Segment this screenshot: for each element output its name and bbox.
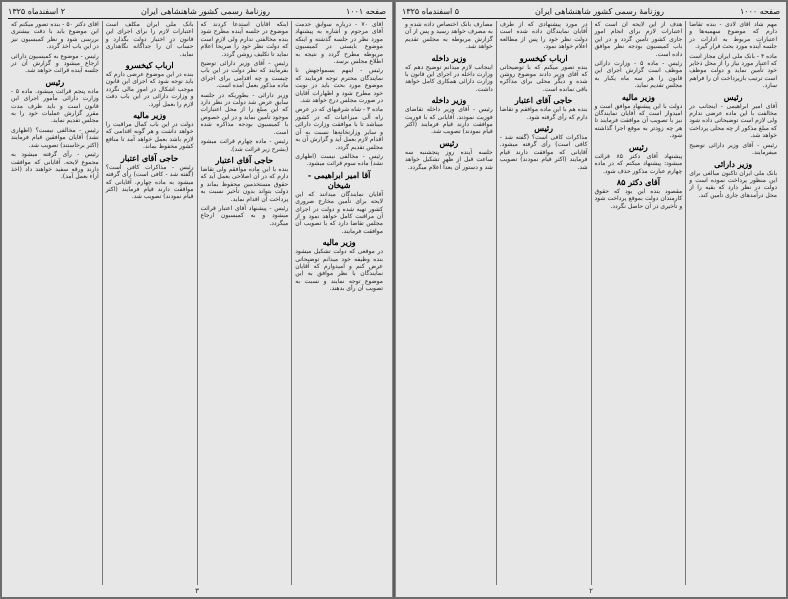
- text-paragraph: جلسه آینده روز پنجشنبه سه ساعت قبل از ظهر تشکیل خواهد شد و دستور آن بعداً اعلام میگردد.: [405, 148, 493, 171]
- right-page-column: [592, 21, 687, 585]
- right-page-title: روزنامهٔ رسمی کشور شاهنشاهی ایران: [535, 7, 665, 16]
- text-paragraph: هدف از این لایحه آن است که اعتبارات لازم برای انجام امور جاری کشور تأمین گردد و در این باب کمیسیون بودجه نظر موافق داده است.: [594, 21, 683, 58]
- right-page: [396, 2, 786, 597]
- text-paragraph: رئیس - مذاکرات کافی است؟ (گفته شد - کافی است) رأی گرفته میشود به ماده چهارم. آقایانی که موافقت دارند قیام فرمایند (اکثر قیام نمودند) تصویب شد.: [105, 163, 194, 201]
- speaker-heading: آقا امیر ابراهیمی - شیخان: [307, 169, 371, 190]
- text-paragraph: بنده هم با این ماده موافقم و تقاضا دارم که رأی گرفته شود.: [499, 106, 588, 121]
- text-paragraph: آقای امیر ابراهیمی - اینجانب در مخالفت با این ماده عرضی ندارم ولی لازم است توضیحاتی داده شود که مبلغ مذکور از چه محلی پرداخت خواهد شد.: [689, 102, 777, 140]
- speaker-heading: ارباب کیخسرو: [519, 52, 568, 63]
- speaker-heading: رئیس: [723, 91, 743, 102]
- text-paragraph: اینجانب لازم میدانم توضیح دهم که وزارت داخله در اجرای این قانون با وزارت دارائی همکاری کامل خواهد داشت.: [405, 63, 493, 93]
- speaker-heading: حاجی آقای اعتبار: [215, 154, 274, 165]
- text-paragraph: مصارف بانک اختصاص داده شده و به مصرف خواهد رسید و پس از آن گزارش مربوطه به مجلس تقدیم خواهد شد.: [405, 21, 493, 51]
- speaker-heading: رئیس: [439, 137, 459, 148]
- text-paragraph: رئیس - آقای وزیر داخله تقاضای فوریت نمودند. آقایانی که با فوریت موافقت دارند قیام فرمایند (اکثر قیام نمودند) تصویب شد.: [405, 106, 493, 136]
- right-page-column: [402, 21, 497, 585]
- left-page-column: [103, 21, 198, 585]
- left-page-title: روزنامهٔ رسمی کشور شاهنشاهی ایران: [141, 7, 271, 16]
- text-paragraph: مهم شاد آقای لادی - بنده تقاضا دارم که موضوع سهمیه‌ها و اعتبارات مربوط به ادارات در جلسه آینده مورد بحث قرار گیرد.: [689, 21, 777, 51]
- right-page-columns: [402, 21, 780, 585]
- text-paragraph: رئیس - موضوع به کمیسیون دارائی ارجاع میشود و گزارش آن در جلسه آینده قرائت خواهد شد.: [11, 52, 99, 75]
- text-paragraph: رئیس - آقای وزیر دارائی توضیح میفرمایند.: [689, 141, 777, 157]
- text-paragraph: آقایان نمایندگان میدانند که این لایحه برای تأمین مخارج ضروری کشور تهیه شده و دولت در اجرای آن مراقبت کامل خواهد نمود و از مجلس تقاضا دارد که با تصویب آن موافقت فرمایند.: [295, 190, 383, 235]
- text-paragraph: در مورد پیشنهادی که از طرف آقایان نمایندگان داده شده است دولت نظر خود را پس از مطالعه اعلام خواهد نمود.: [499, 21, 588, 51]
- text-paragraph: بنده در این موضوع عرضی دارم که باید توجه شود که اجرای این قانون موجب اشکال در امور مالی نگردد و وزارت دارائی در این باب دقت لازم را بعمل آورد.: [105, 71, 194, 108]
- text-paragraph: بنده با این ماده موافقم ولی تقاضا دارم که در آن اصلاحی بعمل آید که حقوق مستخدمین محفوظ بماند و دولت بتواند بدون تأخیر نسبت به پرداخت آن اقدام نماید.: [200, 165, 289, 203]
- text-paragraph: رئیس - مخالفی نیست (اظهاری نشد) ماده سوم قرائت میشود.: [295, 152, 383, 168]
- right-page-folio: ۲: [589, 587, 593, 595]
- speaker-heading: ارباب کیخسرو: [125, 60, 174, 71]
- text-paragraph: رئیس - ماده چهارم قرائت میشود (بشرح زیر قرائت شد).: [200, 138, 289, 153]
- left-page-column: [198, 21, 293, 585]
- speaker-heading: وزیر مالیه: [322, 237, 356, 248]
- speaker-heading: وزیر داخله: [431, 52, 467, 63]
- left-page-header: [8, 6, 386, 19]
- left-page: [2, 2, 392, 597]
- text-paragraph: مقصود بنده این بود که حقوق کارمندان دولت بموقع پرداخت شود و تأخیری در آن حاصل نگردد.: [594, 187, 683, 210]
- text-paragraph: بانک ملی ایران تاکنون مبالغی برای این منظور پرداخت نموده است و دولت در نظر دارد که بقیه را از محل درآمدهای جاری تأمین کند.: [689, 169, 777, 199]
- right-page-header: [402, 6, 780, 19]
- left-page-date: ۲ اسفندماه ۱۳۲۵: [8, 7, 66, 16]
- text-paragraph: رئیس - مخالفی نیست؟ (اظهاری نشد) آقایان موافقین قیام فرمایند (اکثر برخاستند) تصویب شد.: [11, 126, 99, 149]
- text-paragraph: رئیس - رأی گرفته میشود به مجموع لایحه. آقایانی که موافقت دارند ورقه سفید خواهند داد (اخذ آراء بعمل آمد).: [11, 151, 99, 181]
- text-paragraph: دولت در این باب کمال مراقبت را خواهد داشت و هر گونه اقدامی که لازم باشد بعمل خواهد آمد تا منافع کشور محفوظ بماند.: [105, 121, 194, 151]
- left-page-number: صفحه ۱۰۰۱: [345, 7, 386, 16]
- right-page-date: ۵ اسفندماه ۱۳۲۵: [402, 7, 460, 16]
- speaker-heading: وزیر دارائی: [714, 158, 753, 169]
- speaker-heading: رئیس: [45, 76, 65, 87]
- right-page-column: [686, 21, 780, 585]
- speaker-heading: وزیر داخله: [431, 95, 467, 106]
- text-paragraph: رئیس - اینهم بسمواجهش تا نمایندگان محترم توجه فرمایند که موضوع مورد بحث باید در نوبت خود مطرح شود و اظهارات آقایان در صورت مجلس درج خواهد شد.: [295, 67, 383, 105]
- text-paragraph: پیشنهاد آقای دکتر ۸۵ قرائت میشود: پیشنهاد میکنم که در ماده چهارم عبارت مذکور حذف شود.: [594, 152, 683, 175]
- text-paragraph: رئیس - پیشنهاد آقای اعتبار قرائت میشود و به کمیسیون ارجاع میگردد.: [200, 204, 289, 227]
- speaker-heading: رئیس: [629, 141, 648, 152]
- speaker-heading: رئیس: [534, 123, 553, 134]
- text-paragraph: آقای دکتر ۵۰ - بنده تصور میکنم که این موضوع باید با دقت بیشتری بررسی شود و نظر کمیسیون نیز در این باب اخذ گردد.: [11, 21, 99, 51]
- right-page-column: [497, 21, 592, 585]
- text-paragraph: رئیس - آقای وزیر دارائی توضیح بفرمایند که نظر دولت در این باب چیست و چه اقدامی برای اجرای ماده مذکور بعمل آمده است.: [200, 60, 289, 90]
- left-page-folio: ۳: [195, 587, 199, 595]
- speaker-heading: آقای دکتر ۸۵: [616, 176, 660, 187]
- text-paragraph: ماده پنجم قرائت میشود. ماده ۵ - وزارت دارائی مأمور اجرای این قانون است و باید ظرف مدت مقرر گزارش عملیات خود را به مجلس تقدیم نماید.: [11, 87, 99, 125]
- newspaper-spread: [2, 2, 786, 597]
- left-page-column: [292, 21, 386, 585]
- text-paragraph: ماده ۳ - شاه شرقیهای که در عرض راه آلی میراعیات که در کشور میباشد تا با موافقت وزارت دارائی و سایر وزارتخانه‌ها نسبت به آن اقدام لازم بعمل آید و گزارش آن به مجلس تقدیم گردد.: [295, 106, 383, 151]
- text-paragraph: مذاکرات کافی است؟ (گفته شد - کافی است) رأی گرفته میشود. آقایانی که موافقت دارند قیام فرمایند (اکثر قیام نمودند) تصویب شد.: [499, 134, 588, 171]
- speaker-heading: وزیر مالیه: [133, 110, 167, 121]
- text-paragraph: بنده تصور میکنم که با توضیحاتی که آقای وزیر دادند موضوع روشن شده و دیگر محلی برای مذاکره باقی نمانده است.: [499, 63, 588, 93]
- right-page-number: صفحه ۱۰۰۰: [739, 7, 780, 16]
- left-page-columns: [8, 21, 386, 585]
- text-paragraph: دولت با این پیشنهاد موافق است و امیدوار است که آقایان نمایندگان نیز با تصویب آن موافقت فرمایند تا هر چه زودتر به موقع اجرا گذاشته شود.: [594, 102, 683, 140]
- text-paragraph: وزیر دارائی - بطوریکه در جلسه سابق عرض شد دولت در نظر دارد که این مبلغ را از محل اعتبارات موجود تأمین نماید و در این خصوص با کمیسیون بودجه مذاکره شده است.: [200, 91, 289, 136]
- text-paragraph: بانک ملی ایران مکلف است اعتبارات لازم را برای اجرای این قانون در اختیار دولت بگذارد و حساب آن را جداگانه نگاهداری نماید.: [105, 21, 194, 58]
- left-page-column: [8, 21, 103, 585]
- text-paragraph: در موقعی که دولت تشکیل میشود بنده وظیفه خود میدانم توضیحاتی عرض کنم و امیدوارم که آقایان نمایندگان با نظر موافق به این موضوع توجه نمایند و نسبت به تصویب آن رأی بدهند.: [295, 248, 383, 293]
- text-paragraph: آقای ۷۰ - درباره سوابق خدمت آقای مرحوم و اشاره به پیشنهاد مورد نظر در جلسه گذشته و اینکه موضوع بایستی در کمیسیون مربوطه مطرح گردد و نتیجه به اطلاع مجلس برسد.: [295, 21, 384, 66]
- text-paragraph: اینکه آقایان استدعا کردند که موضوع در جلسه آینده مطرح شود بنده مخالفتی ندارم ولی لازم است که دولت نظر خود را صریحاً اعلام نماید تا تکلیف روشن گردد.: [200, 21, 289, 58]
- speaker-heading: حاجی آقای اعتبار: [514, 95, 573, 106]
- text-paragraph: رئیس - ماده ۵ - وزارت دارائی موظف است گزارش اجرای این قانون را هر سه ماه یکبار به مجلس تقدیم نماید.: [594, 60, 683, 90]
- speaker-heading: وزیر مالیه: [621, 91, 655, 102]
- speaker-heading: حاجی آقای اعتبار: [120, 152, 179, 163]
- text-paragraph: ماده ۴ - بانک ملی ایران مجاز است که اعتبار مورد نیاز را از محل ذخایر خود تأمین نماید و دولت موظف است ترتیب بازپرداخت آن را فراهم سازد.: [689, 52, 777, 90]
